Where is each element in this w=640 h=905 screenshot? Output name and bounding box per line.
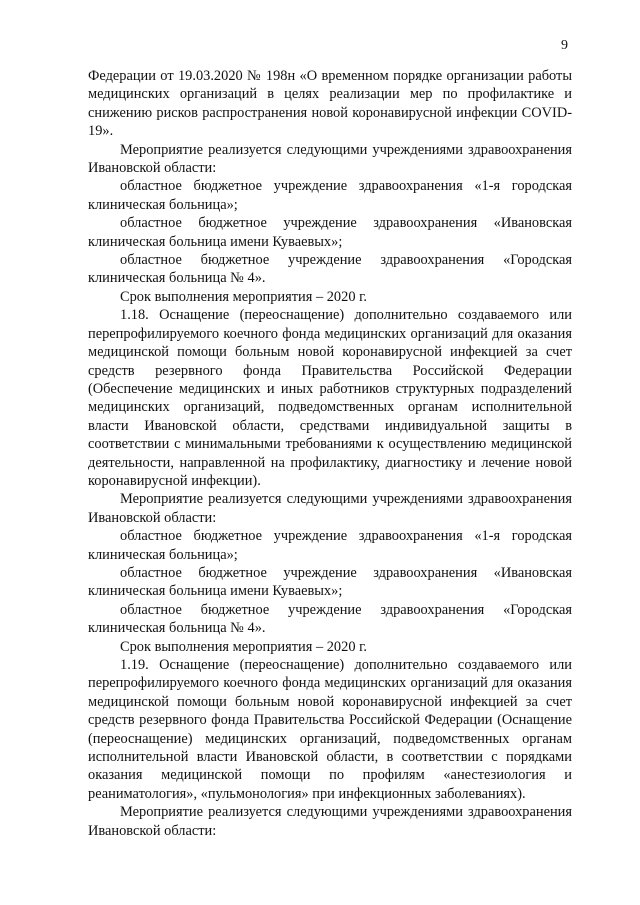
paragraph: Федерации от 19.03.2020 № 198н «О временном порядке организации работы медицинских организаций в целях реализации мер по профилактике и снижению рисков распространения новой коронавирусной инфекции COVID-19». [88, 68, 572, 140]
document-body [88, 67, 572, 840]
paragraph: областное бюджетное учреждение здравоохранения «Городская клиническая больница № 4». [88, 252, 572, 287]
paragraph: 1.19. Оснащение (переоснащение) дополнительно создаваемого или перепрофилируемого коечного фонда медицинских организаций для оказания медицинской помощи больным новой коронавирусной инфекцией за счет средств резервного фонда Правительства Российской Федерации (Оснащение (переоснащение) медицинских организаций, подведомственных органам исполнительной власти Ивановской области, в соответствии с порядками оказания медицинской помощи по профилям «анестезиология и реаниматология», «пульмонология» при инфекционных заболеваниях). [88, 657, 572, 802]
paragraph: областное бюджетное учреждение здравоохранения «Ивановская клиническая больница имени Куваевых»; [88, 215, 572, 250]
paragraph: 1.18. Оснащение (переоснащение) дополнительно создаваемого или перепрофилируемого коечного фонда медицинских организаций для оказания медицинской помощи больным новой коронавирусной инфекцией за счет средств резервного фонда Правительства Российской Федерации (Обеспечение медицинских и иных работников структурных подразделений медицинских организаций, подведомственных органам исполнительной власти Ивановской области, средствами индивидуальной защиты в соответствии с минимальными требованиями к осуществлению медицинской деятельности, направленной на профилактику, диагностику и лечение новой коронавирусной инфекции). [88, 307, 572, 489]
paragraph: Срок выполнения мероприятия – 2020 г. [120, 638, 367, 655]
paragraph: областное бюджетное учреждение здравоохранения «1-я городская клиническая больница»; [88, 178, 572, 213]
paragraph: областное бюджетное учреждение здравоохранения «1-я городская клиническая больница»; [88, 528, 572, 563]
paragraph: Срок выполнения мероприятия – 2020 г. [120, 288, 367, 305]
page-number: 9 [561, 38, 568, 53]
paragraph: Мероприятие реализуется следующими учреждениями здравоохранения Ивановской области: [88, 804, 572, 839]
paragraph: областное бюджетное учреждение здравоохранения «Городская клиническая больница № 4». [88, 601, 572, 637]
paragraph: Мероприятие реализуется следующими учреждениями здравоохранения Ивановской области: [88, 491, 572, 526]
paragraph: Мероприятие реализуется следующими учреждениями здравоохранения Ивановской области: [88, 141, 572, 177]
paragraph: областное бюджетное учреждение здравоохранения «Ивановская клиническая больница имени Куваевых»; [88, 564, 572, 600]
